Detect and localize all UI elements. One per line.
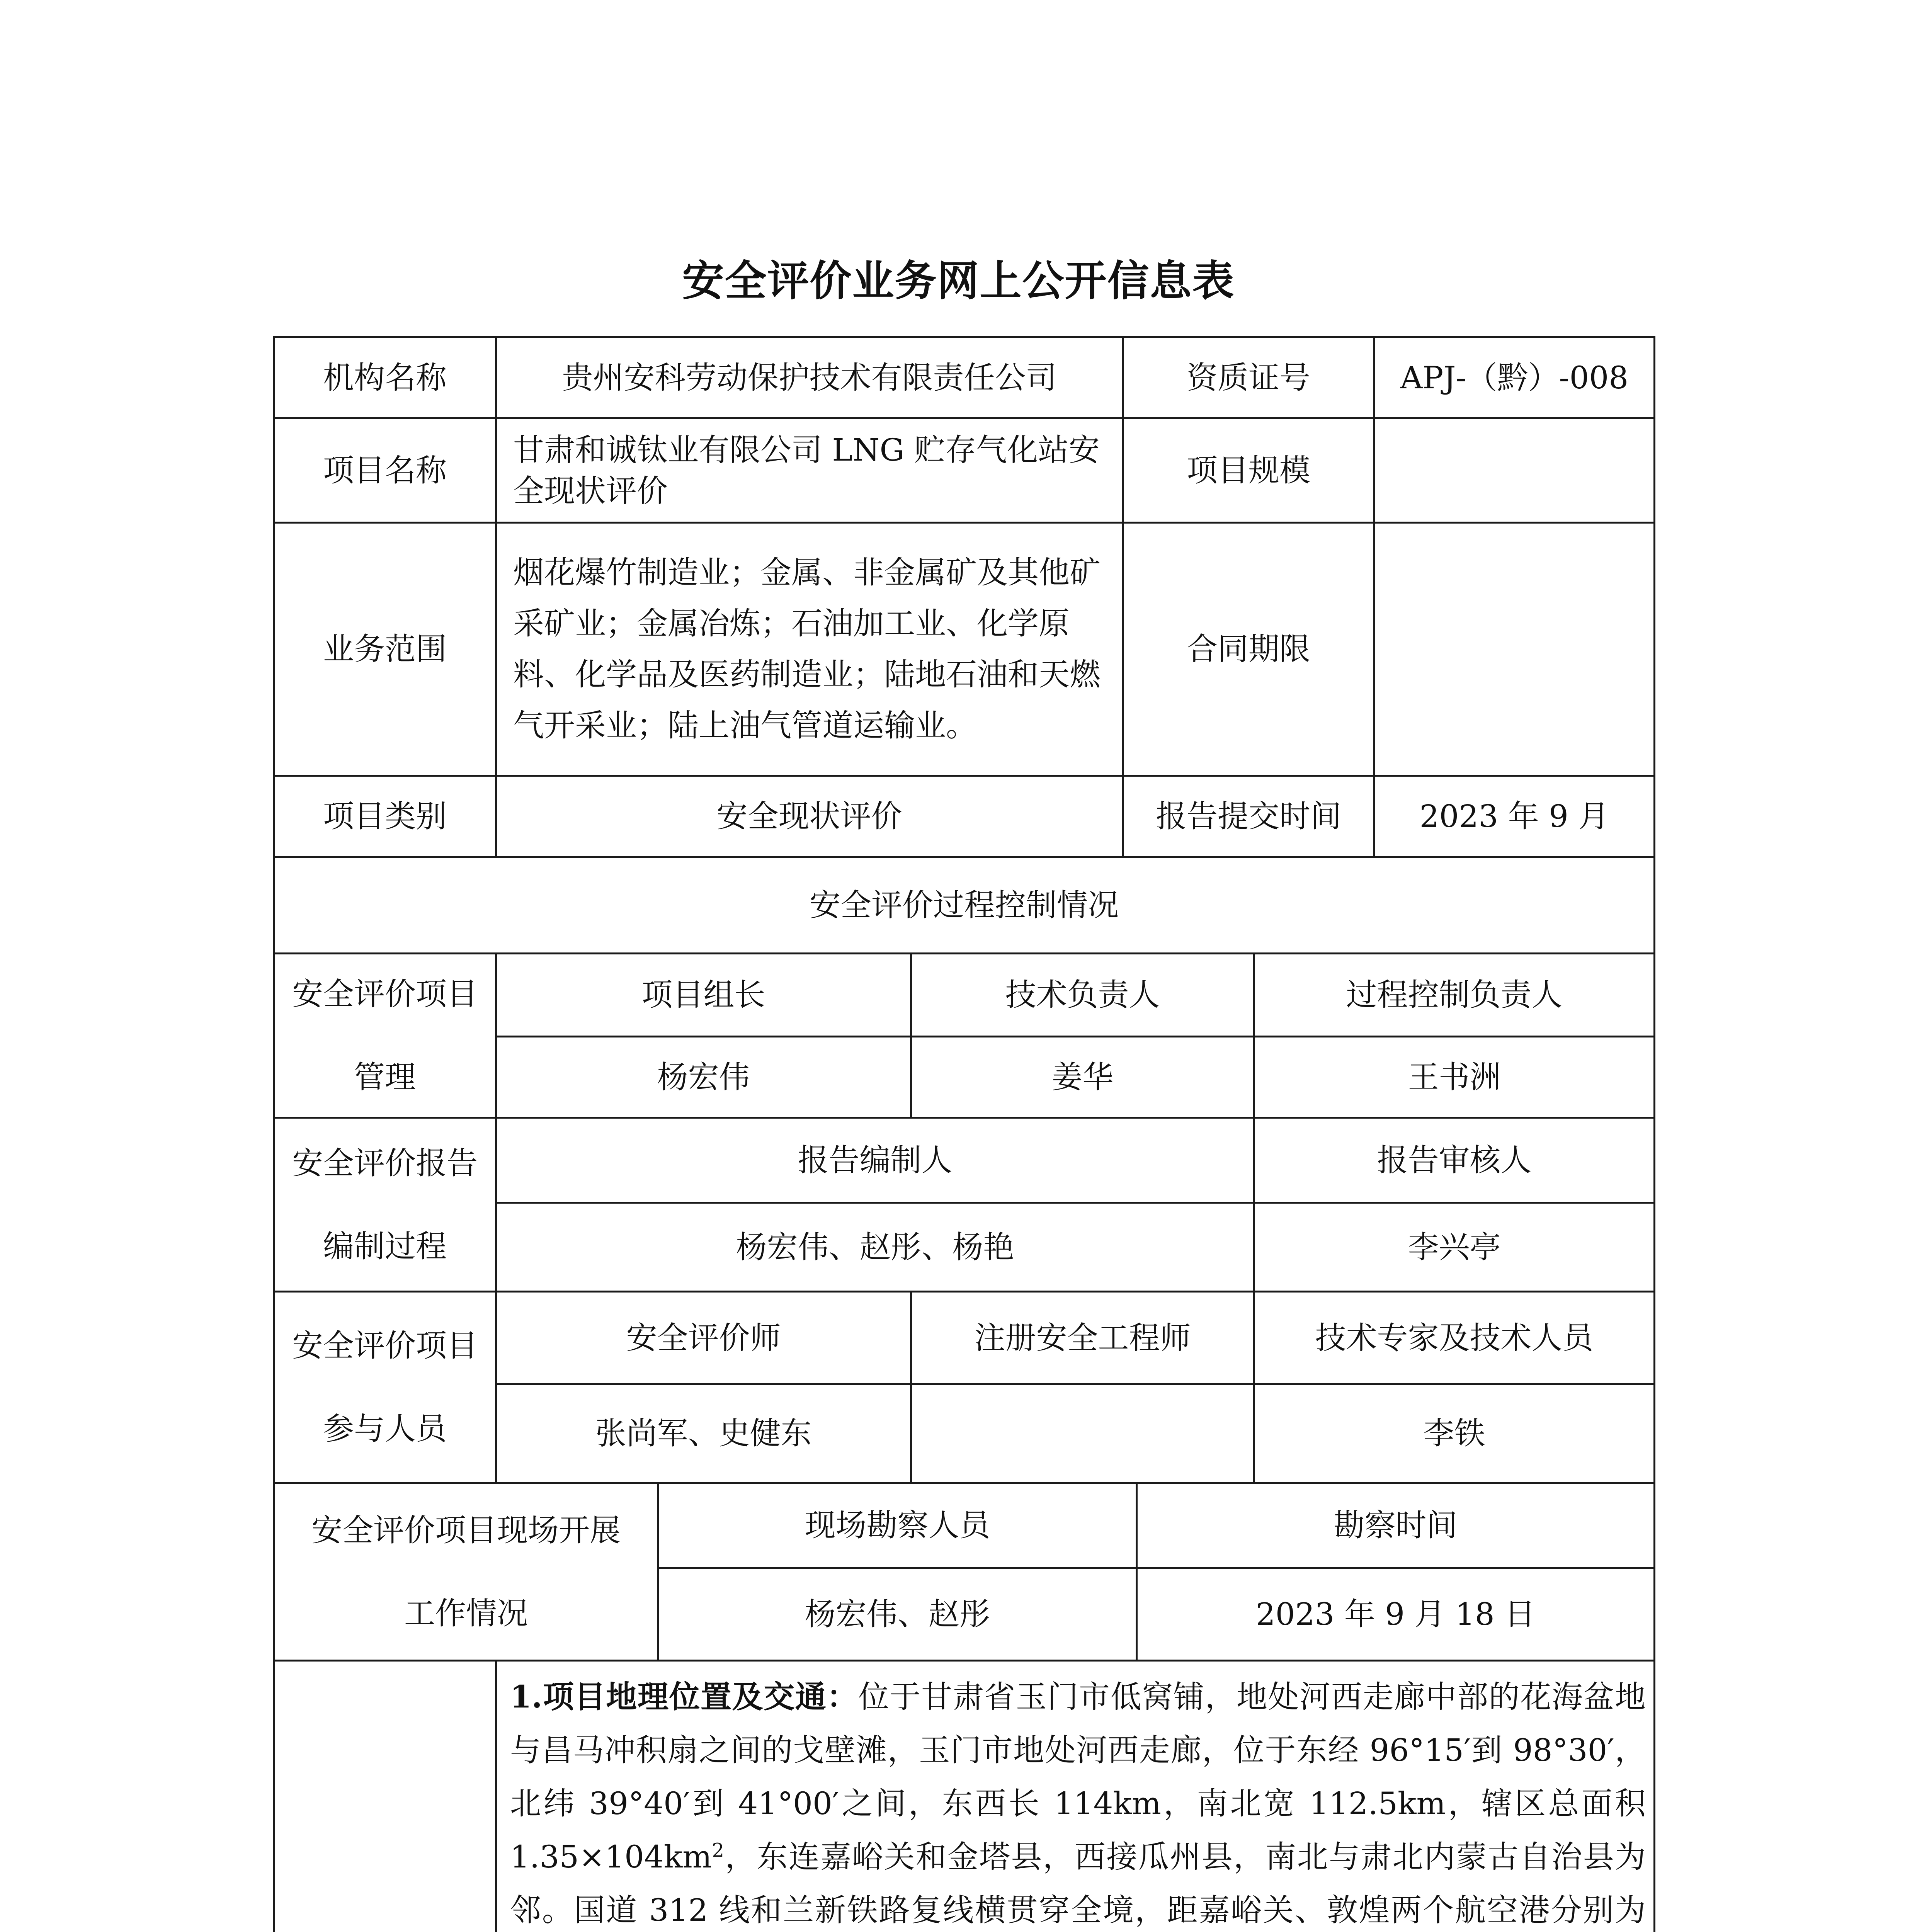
intro-item-1-text: 位于甘肃省玉门市低窝铺，地处河西走廊中部的花海盆地与昌马冲积扇之间的戈壁滩，玉门市地处河西走廊，位于东经 96°15′到 98°30′，北纬 39°40′到 41°00′之间，东西长 114km，南北宽 112.5km，辖区总面积 1.35×104km <box>510 1679 1646 1875</box>
compilation-value-0: 杨宏伟、赵彤、杨艳 <box>495 1202 1255 1293</box>
participants-header-0: 安全评价师 <box>495 1291 912 1385</box>
org-label: 机构名称 <box>273 336 497 419</box>
participants-value-0: 张尚军、史健东 <box>495 1383 912 1484</box>
scope-label: 业务范围 <box>273 522 497 777</box>
submit-value: 2023 年 9 月 <box>1373 775 1655 858</box>
category-label: 项目类别 <box>273 775 497 858</box>
management-value-0: 杨宏伟 <box>495 1036 912 1119</box>
scale-value <box>1373 417 1655 524</box>
contract-label: 合同期限 <box>1122 522 1375 777</box>
site-header-0: 现场勘察人员 <box>657 1482 1138 1569</box>
intro-item-1-head: 1.项目地理位置及交通： <box>510 1679 858 1715</box>
intro-item-1 <box>510 1670 1646 1932</box>
intro-item-1-sup: 2 <box>712 1839 724 1862</box>
compilation-value-1: 李兴亭 <box>1253 1202 1655 1293</box>
compilation-label-text: 安全评价报告编制过程 <box>292 1145 478 1264</box>
cert-label: 资质证号 <box>1122 336 1375 419</box>
category-value: 安全现状评价 <box>495 775 1124 858</box>
process-heading: 安全评价过程控制情况 <box>273 856 1655 954</box>
compilation-header-0: 报告编制人 <box>495 1117 1255 1204</box>
scale-label: 项目规模 <box>1122 417 1375 524</box>
participants-label <box>273 1291 497 1484</box>
participants-value-1 <box>910 1383 1255 1484</box>
management-label <box>273 952 497 1119</box>
site-value-1: 2023 年 9 月 18 日 <box>1136 1567 1655 1662</box>
site-value-0: 杨宏伟、赵彤 <box>657 1567 1138 1662</box>
site-label-line2: 工作情况 <box>404 1595 528 1631</box>
site-label-line1: 安全评价项目现场开展 <box>311 1512 621 1548</box>
project-label: 项目名称 <box>273 417 497 524</box>
compilation-label <box>273 1117 497 1293</box>
participants-header-2: 技术专家及技术人员 <box>1253 1291 1655 1385</box>
compilation-header-1: 报告审核人 <box>1253 1117 1655 1204</box>
submit-label: 报告提交时间 <box>1122 775 1375 858</box>
management-header-2: 过程控制负责人 <box>1253 952 1655 1037</box>
participants-header-1: 注册安全工程师 <box>910 1291 1255 1385</box>
management-value-1: 姜华 <box>910 1036 1255 1119</box>
management-label-text: 安全评价项目管理 <box>292 976 478 1095</box>
management-header-0: 项目组长 <box>495 952 912 1037</box>
project-value: 甘肃和诚钛业有限公司 LNG 贮存气化站安全现状评价 <box>495 417 1124 524</box>
scope-value: 烟花爆竹制造业；金属、非金属矿及其他矿采矿业；金属冶炼；石油加工业、化学原料、化学品及医药制造业；陆地石油和天燃气开采业；陆上油气管道运输业。 <box>495 522 1124 777</box>
management-value-2: 王书洲 <box>1253 1036 1655 1119</box>
contract-value <box>1373 522 1655 777</box>
page-title: 安全评价业务网上公开信息表 <box>682 257 1235 305</box>
site-header-1: 勘察时间 <box>1136 1482 1655 1569</box>
intro-content <box>495 1660 1655 1932</box>
site-label <box>273 1482 659 1662</box>
org-value: 贵州安科劳动保护技术有限责任公司 <box>495 336 1124 419</box>
management-header-1: 技术负责人 <box>910 952 1255 1037</box>
intro-item-1-tail: ，东连嘉峪关和金塔县，西接瓜州县，南北与肃北内蒙古自治县为邻。国道 312 线和兰新铁路复线横贯穿全境，距嘉峪关、敦煌两个航空港分别为 <box>510 1839 1646 1928</box>
participants-value-2: 李铁 <box>1253 1383 1655 1484</box>
intro-label <box>273 1660 497 1932</box>
cert-value: APJ-（黔）-008 <box>1373 336 1655 419</box>
participants-label-text: 安全评价项目参与人员 <box>292 1328 478 1447</box>
